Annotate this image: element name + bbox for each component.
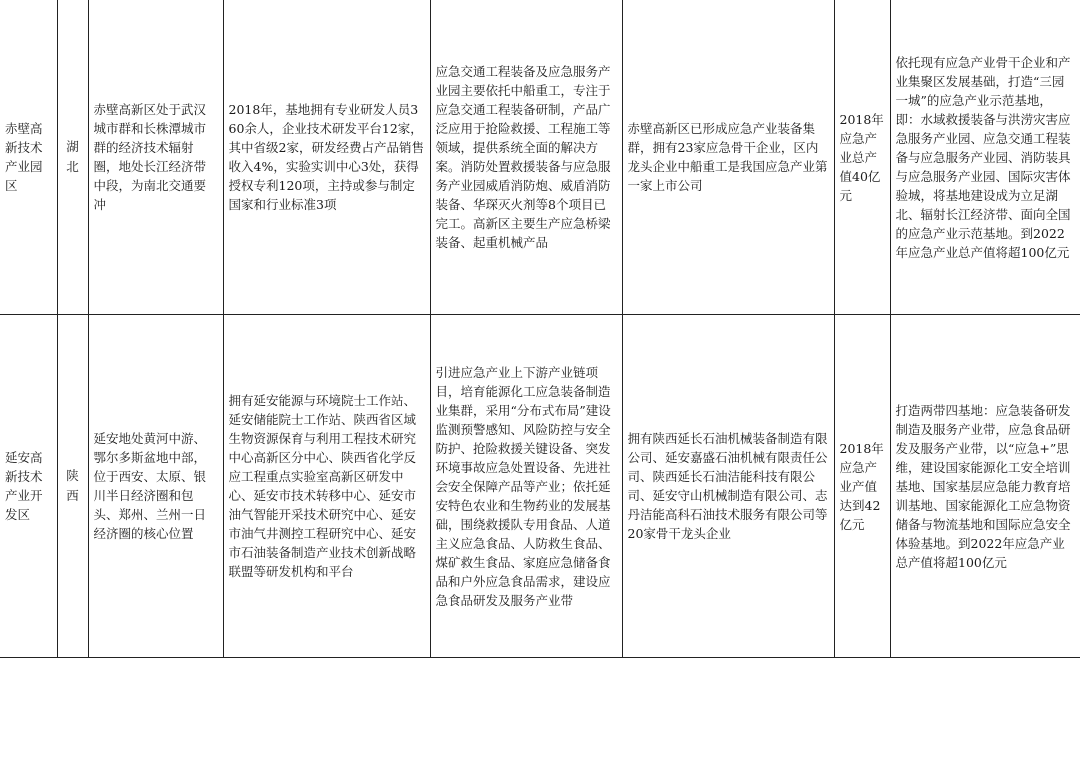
plan-cell: 打造两带四基地：应急装备研发制造及服务产业带，应急食品研发及服务产业带，以“应急+”思维，建设国家能源化工安全培训基地、国家基层应急能力教育培训基地、国家能源化工应急物资储备与物流基地和国际应急安全体验基地。到2022年应急产业总产值将超100亿元 xyxy=(890,315,1080,658)
province-cell xyxy=(57,0,88,315)
rnd-cell: 拥有延安能源与环境院士工作站、延安储能院士工作站、陕西省区域生物资源保育与利用工程技术研究中心高新区分中心、陕西省化学反应工程重点实验室高新区研发中心、延安市技术转移中心、延安市油气智能开采技术研究中心、延安市油气井测控工程研究中心、延安市石油装备制造产业技术创新战略联盟等研发机构和平台 xyxy=(223,315,430,658)
base-name-cell: 赤壁高新技术产业园区 xyxy=(0,0,57,315)
industry-cell: 引进应急产业上下游产业链项目，培育能源化工应急装备制造业集群，采用“分布式布局”建设监测预警感知、风险防控与安全防护、抢险救援关键设备、突发环境事故应急处置设备、先进社会安全保障产品等产业；依托延安特色农业和生物药业的发展基础，围绕救援队专用食品、人道主义应急食品、人防救生食品、煤矿救生食品、家庭应急储备食品和户外应急食品需求，建设应急食品研发及服务产业带 xyxy=(430,315,622,658)
rnd-cell: 2018年，基地拥有专业研发人员360余人，企业技术研发平台12家，其中省级2家，研发经费占产品销售收入4%，实验实训中心3处，获得授权专利120项，主持或参与制定国家和行业标准3项 xyxy=(223,0,430,315)
province-cell xyxy=(57,315,88,658)
location-cell: 赤壁高新区处于武汉城市群和长株潭城市群的经济技术辐射圈，地处长江经济带中段，为南北交通要冲 xyxy=(88,0,223,315)
location-cell: 延安地处黄河中游、鄂尔多斯盆地中部，位于西安、太原、银川半日经济圈和包头、郑州、兰州一日经济圈的核心位置 xyxy=(88,315,223,658)
output-cell: 2018年应急产业总产值40亿元 xyxy=(834,0,890,315)
table-row xyxy=(0,0,1080,315)
table-row xyxy=(0,315,1080,658)
industry-cell: 应急交通工程装备及应急服务产业园主要依托中船重工，专注于应急交通工程装备研制，产品广泛应用于抢险救援、工程施工等领域，提供系统全面的解决方案。消防处置救援装备与应急服务产业园威盾消防炮、威盾消防装备、华琛灭火剂等8个项目已完工。高新区主要生产应急桥梁装备、起重机械产品 xyxy=(430,0,622,315)
output-cell: 2018年应急产业产值达到42亿元 xyxy=(834,315,890,658)
enterprises-cell: 赤壁高新区已形成应急产业装备集群，拥有23家应急骨干企业，区内龙头企业中船重工是我国应急产业第一家上市公司 xyxy=(622,0,834,315)
plan-cell: 依托现有应急产业骨干企业和产业集聚区发展基础，打造“三园一城”的应急产业示范基地，即：水域救援装备与洪涝灾害应急服务产业园、应急交通工程装备与应急服务产业园、消防装具与应急服务产业园、国际灾害体验城，将基地建设成为立足湖北、辐射长江经济带、面向全国的应急产业示范基地。到2022年应急产业总产值将超100亿元 xyxy=(890,0,1080,315)
enterprises-cell: 拥有陕西延长石油机械装备制造有限公司、延安嘉盛石油机械有限责任公司、陕西延长石油洁能科技有限公司、延安守山机械制造有限公司、志丹洁能高科石油技术服务有限公司等20家骨干龙头企业 xyxy=(622,315,834,658)
province-text: 陕西 xyxy=(66,468,79,503)
base-name-cell: 延安高新技术产业开发区 xyxy=(0,315,57,658)
province-text: 湖北 xyxy=(66,139,79,174)
